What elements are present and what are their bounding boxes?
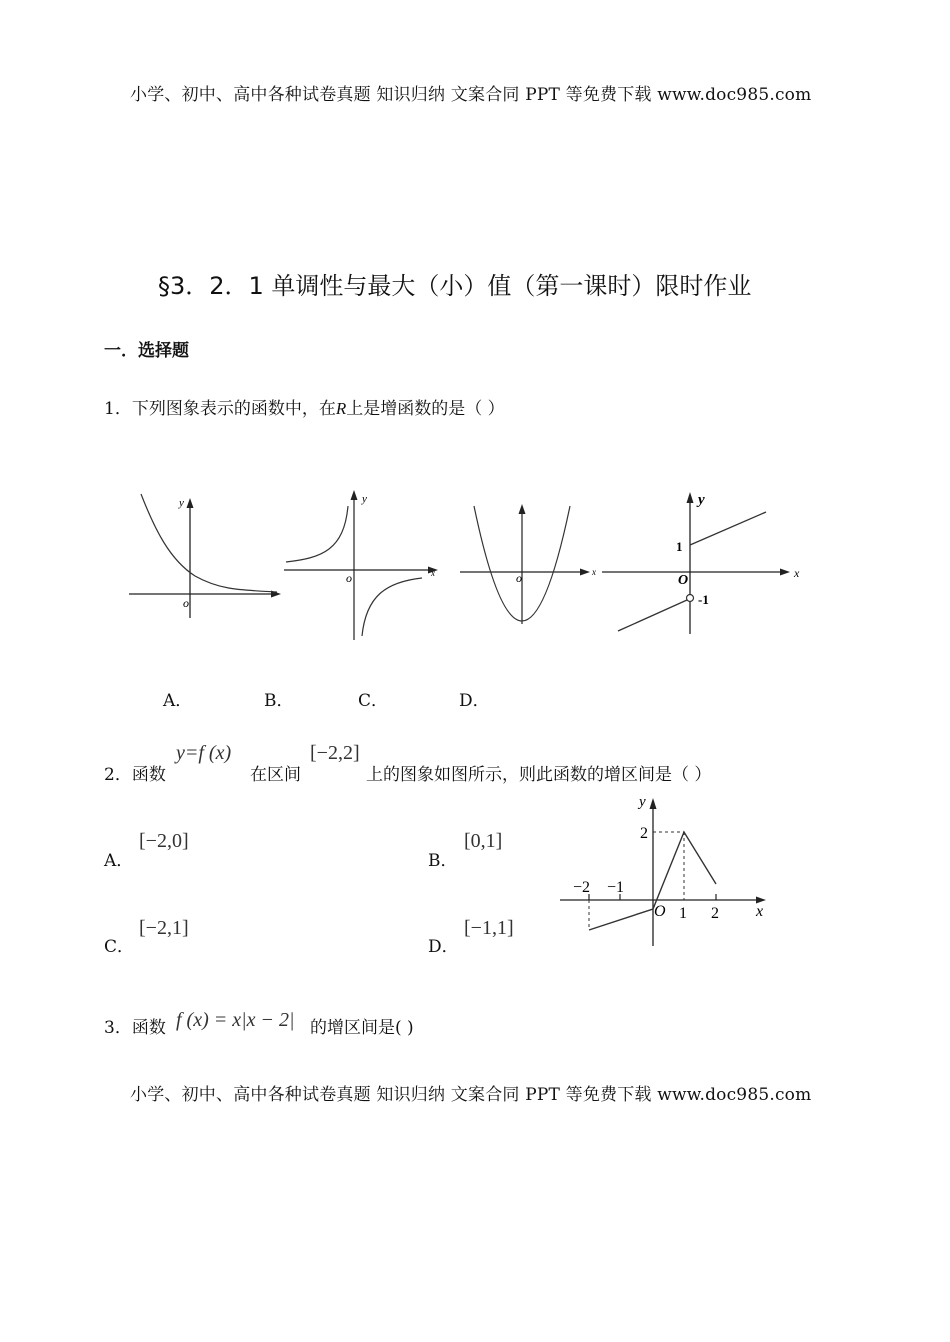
q2-option-a-value: [−2,0] [139,830,189,852]
q1-graph-a [125,490,285,620]
q1-option-d[interactable]: D． [459,691,490,711]
q2-graph-y-arrow [650,798,657,809]
q1-option-c[interactable]: C． [358,691,389,711]
graph-b-y-label: y [362,493,367,505]
question-1-number: 1． [104,399,132,419]
question-1-text-after: 上是增函数的是（ ） [346,399,505,419]
graph-c-origin-label: o [516,571,522,585]
question-3-text-1: 函数 [131,1018,166,1038]
graph-b-x-label: x [431,568,435,578]
graph-d-tick-1: 1 [676,539,683,554]
graph-d-y-arrow [687,492,694,503]
graph-c-x-arrow [580,569,590,576]
q2-graph-x-label: x [756,903,764,920]
q2-graph-label-2: 2 [711,905,719,922]
section-heading: 一．选择题 [104,341,189,361]
graph-a-y-arrow [187,498,194,508]
graph-b-origin-label: o [346,571,352,585]
page-header: 小学、初中、高中各种试卷真题 知识归纳 文案合同 PPT 等免费下载 www.doc985.com [130,85,812,105]
question-2-text-3: 上的图象如图所示，则此函数的增区间是（ ） [366,765,712,785]
graph-d-x-arrow [780,569,790,576]
question-1-text-before: 下列图象表示的函数中，在 [131,399,336,419]
q2-option-b-label[interactable]: B． [428,851,458,871]
q1-graph-c [458,496,603,636]
graph-a-curve [141,494,277,592]
graph-d-y-label: y [698,492,705,508]
q2-graph-label-neg2: −2 [573,879,591,896]
q1-option-a[interactable]: A． [163,691,193,711]
question-3-function: f (x) = x|x − 2| [176,1009,295,1031]
q2-graph-label-y2: 2 [640,825,648,842]
graph-d-x-label: x [794,566,800,580]
graph-a-y-label: y [179,497,184,509]
question-2-text-2: 在区间 [250,765,301,785]
question-3-number: 3． [104,1018,132,1038]
q2-graph-origin: O [654,903,666,920]
q2-option-a-label[interactable]: A． [104,851,134,871]
question-2-number-and-lead [104,760,166,785]
graph-d-tick-neg1: -1 [698,592,709,607]
question-3-number-and-lead [104,1013,166,1038]
question-1 [104,394,505,419]
graph-b-curve-left [286,506,348,562]
graph-d-upper-ray [690,512,766,545]
q2-graph-label-1: 1 [679,905,687,922]
q2-graph [556,792,776,952]
q2-option-d-value: [−1,1] [464,917,514,939]
q1-graph-d [598,488,808,638]
question-2-number: 2． [104,765,132,785]
graph-c-x-label: x [592,567,596,577]
q2-option-c-label[interactable]: C． [104,937,135,957]
page-title: §3．2．1 单调性与最大（小）值（第一课时）限时作业 [158,272,752,300]
q2-option-c-value: [−2,1] [139,917,189,939]
graph-c-y-arrow [519,504,526,514]
question-2-text-1: 函数 [131,765,166,785]
question-2-function: y=f (x) [176,742,232,764]
page-footer: 小学、初中、高中各种试卷真题 知识归纳 文案合同 PPT 等免费下载 www.doc985.com [130,1085,812,1105]
q2-option-b-value: [0,1] [464,830,503,852]
graph-b-y-arrow [351,490,358,500]
q2-graph-label-neg1: −1 [607,879,625,896]
graph-d-open-point [687,595,694,602]
question-1-variable: R [335,399,347,418]
question-2-interval: [−2,2] [310,742,360,764]
question-3-text-2: 的增区间是( ) [310,1018,414,1038]
q2-option-d-label[interactable]: D． [428,937,459,957]
graph-a-origin-label: o [183,596,189,610]
q1-graph-b [282,484,442,644]
graph-b-curve-right [362,578,422,636]
graph-d-lower-ray [618,600,687,631]
q1-option-b[interactable]: B． [264,691,294,711]
q2-graph-y-label: y [639,794,646,810]
graph-d-origin-label: O [678,573,689,588]
